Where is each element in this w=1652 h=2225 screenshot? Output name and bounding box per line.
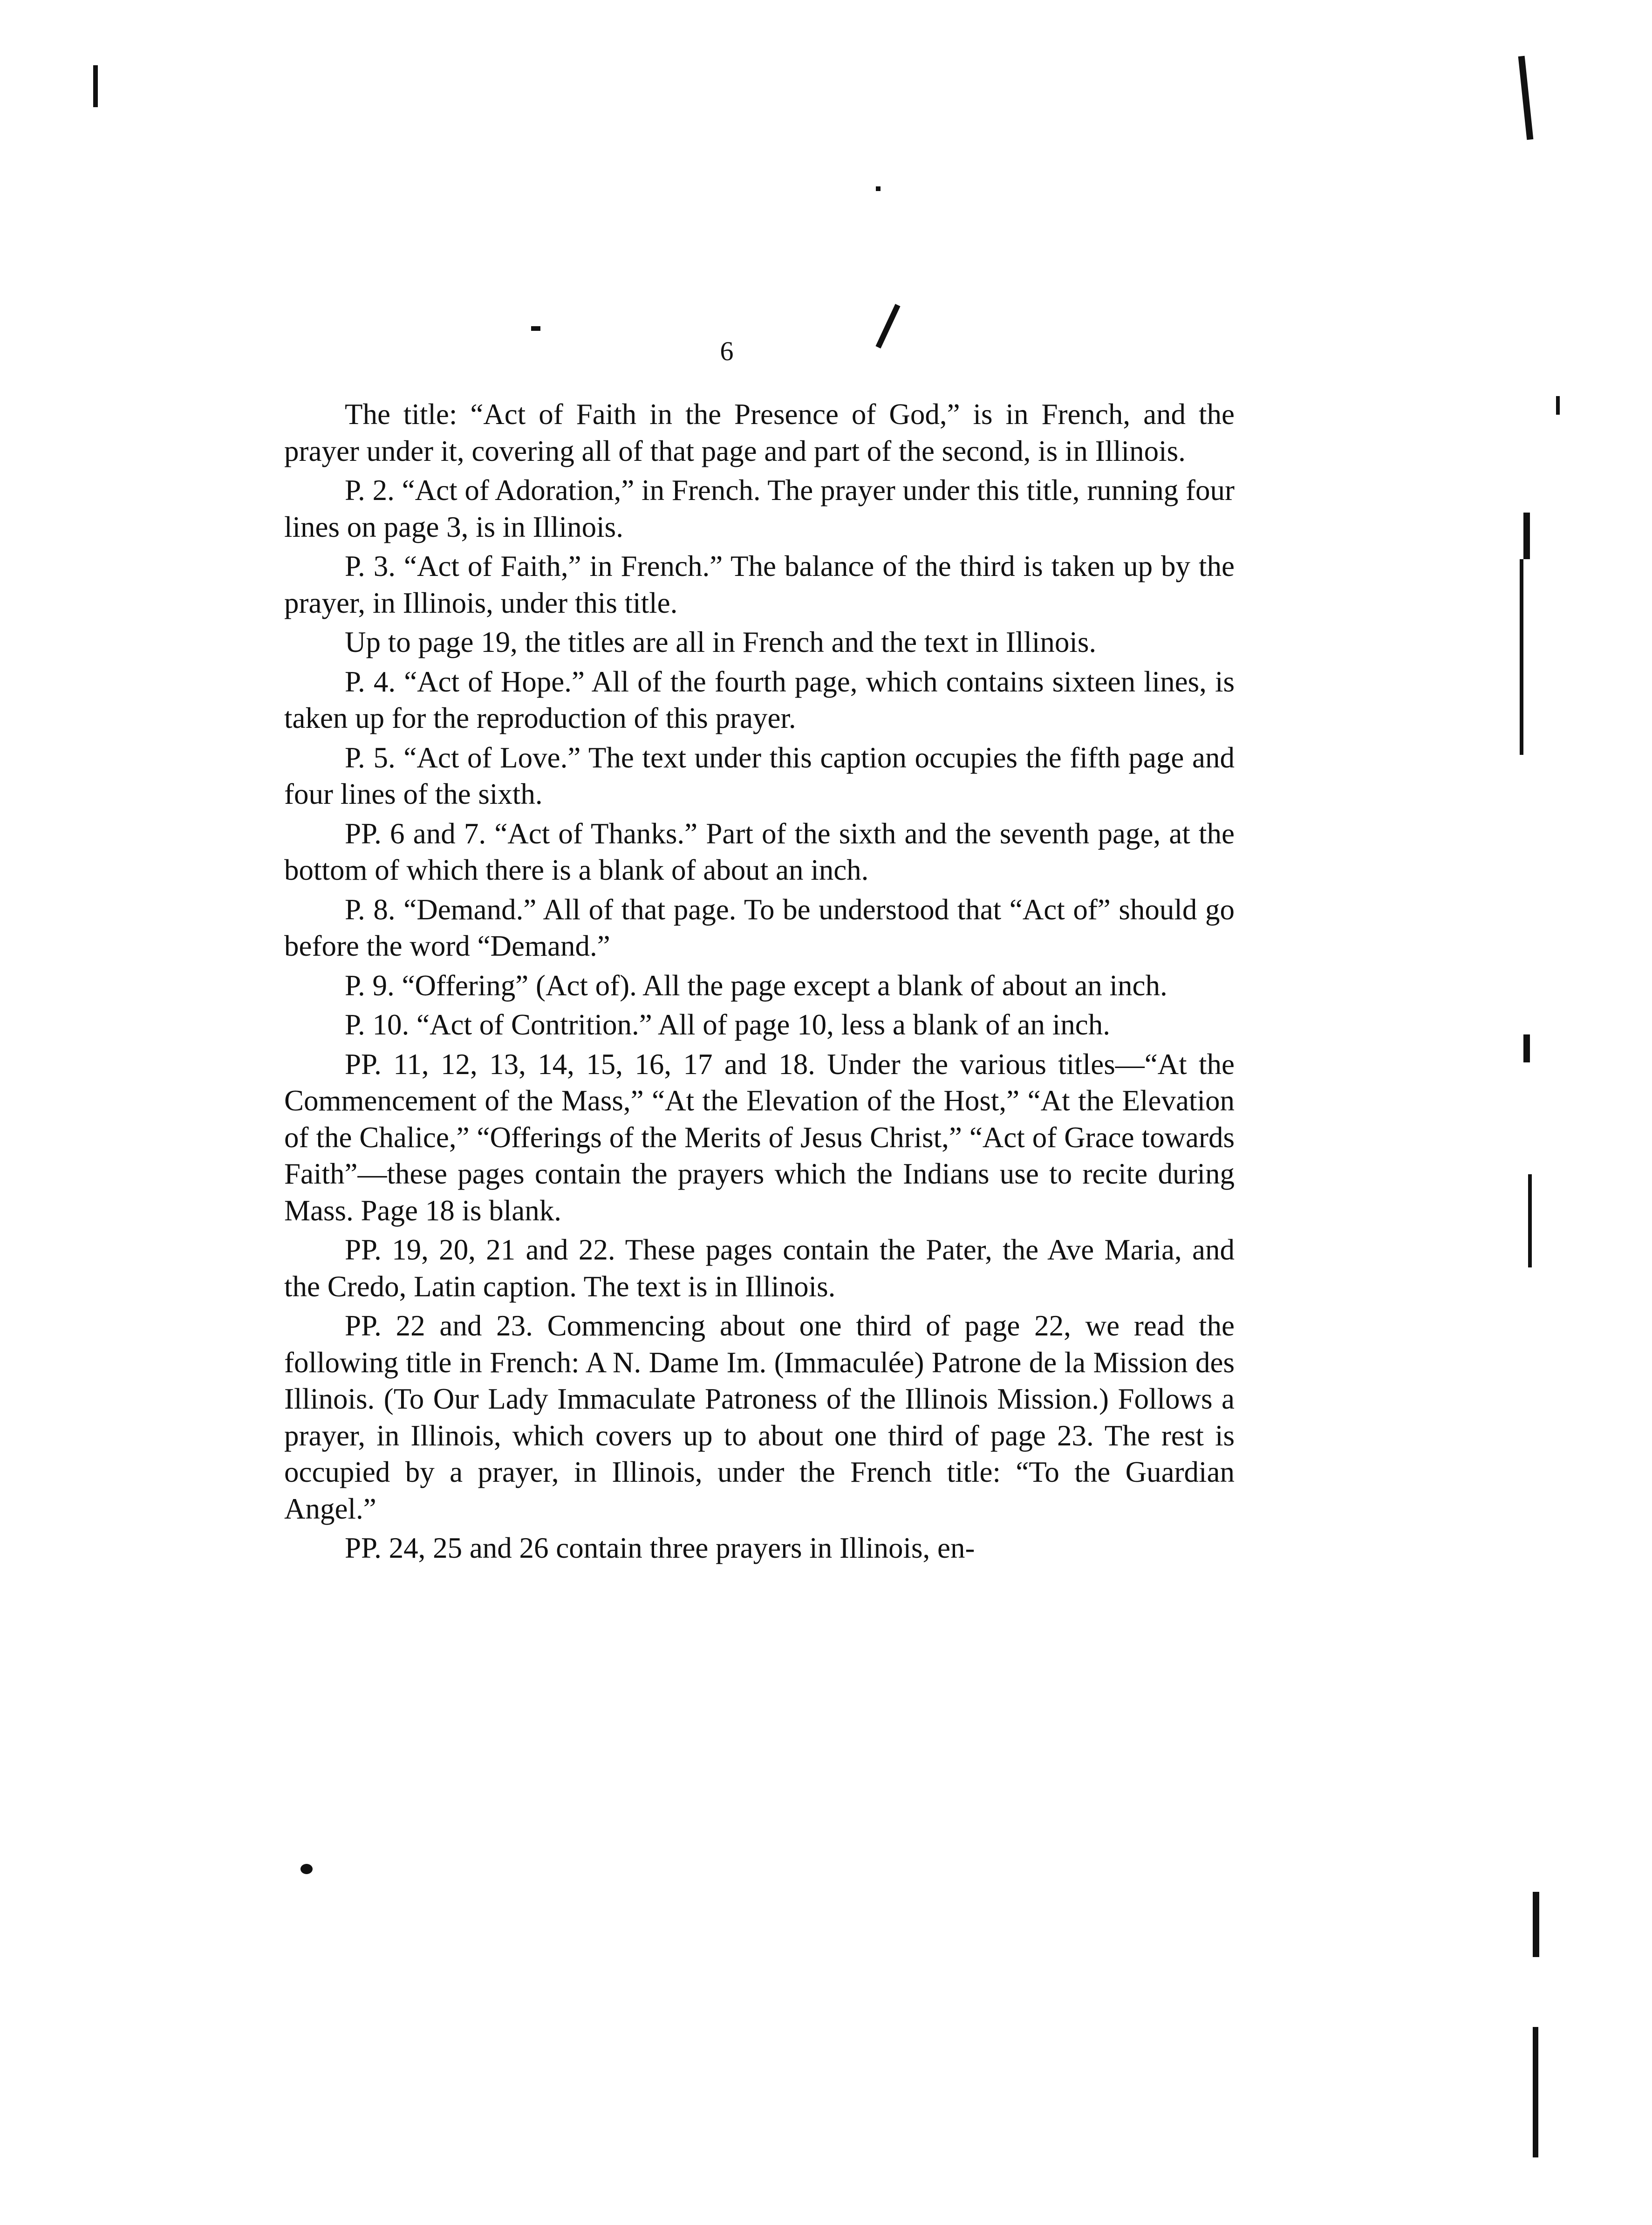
paragraph: PP. 22 and 23. Commencing about one third of page 22, we read the following title in French: A N. Dame Im. (Immaculée) Patrone de la Mission des Illinois. (To Our Lady Immaculate Patroness of the Illinois Mission.) Follows a prayer, in Illinois, which covers up to about one third of page 23. The rest is occupied by a prayer, in Illinois, under the French title: “To the Guardian Angel.” [284,1309,1235,1525]
paragraph: P. 2. “Act of Adoration,” in French. The prayer under this title, running four lines on page 3, is in Illinois. [284,474,1235,543]
paragraph: PP. 11, 12, 13, 14, 15, 16, 17 and 18. Under the various titles—“At the Commencement of the Mass,” “At the Elevation of the Host,” “At the Elevation of the Chalice,” “Offerings of the Merits of Jesus Christ,” “Act of Grace towards Faith”—these pages contain the prayers which the Indians use to recite during Mass. Page 18 is blank. [284,1047,1235,1227]
scan-mark [93,65,98,107]
scan-mark [1528,1174,1532,1267]
paragraph: PP. 24, 25 and 26 contain three prayers in Illinois, en- [345,1532,975,1564]
scan-mark [1518,56,1534,140]
paragraph: P. 8. “Demand.” All of that page. To be understood that “Act of” should go before the word “Demand.” [284,893,1235,962]
scan-mark [531,326,540,331]
scan-mark [1533,1892,1539,1957]
paragraph: P. 10. “Act of Contrition.” All of page 10, less a blank of an inch. [345,1008,1110,1041]
paragraph: The title: “Act of Faith in the Presence of God,” is in French, and the prayer under it, covering all of that page and part of the second, is in Illinois. [284,398,1235,467]
scan-mark [1556,396,1560,415]
scan-mark [300,1864,313,1874]
scan-mark [876,186,881,191]
scan-mark [1523,513,1530,559]
paragraph: PP. 19, 20, 21 and 22. These pages contain the Pater, the Ave Maria, and the Credo, Latin caption. The text is in Illinois. [284,1233,1235,1303]
paragraph: P. 5. “Act of Love.” The text under this caption occupies the fifth page and four lines of the sixth. [284,741,1235,810]
scan-mark [1523,1034,1530,1062]
body-text [284,396,1235,1567]
paragraph: P. 9. “Offering” (Act of). All the page except a blank of about an inch. [345,969,1167,1002]
scan-mark [1520,559,1523,755]
paragraph: P. 3. “Act of Faith,” in French.” The balance of the third is taken up by the prayer, in Illinois, under this title. [284,550,1235,619]
scan-mark [875,304,900,349]
paragraph: PP. 6 and 7. “Act of Thanks.” Part of the sixth and the seventh page, at the bottom of which there is a blank of about an inch. [284,817,1235,886]
paragraph: P. 4. “Act of Hope.” All of the fourth page, which contains sixteen lines, is taken up for the reproduction of this prayer. [284,665,1235,734]
page-number: 6 [720,336,734,366]
paragraph: Up to page 19, the titles are all in French and the text in Illinois. [345,626,1097,658]
scan-mark [1533,2027,1538,2157]
